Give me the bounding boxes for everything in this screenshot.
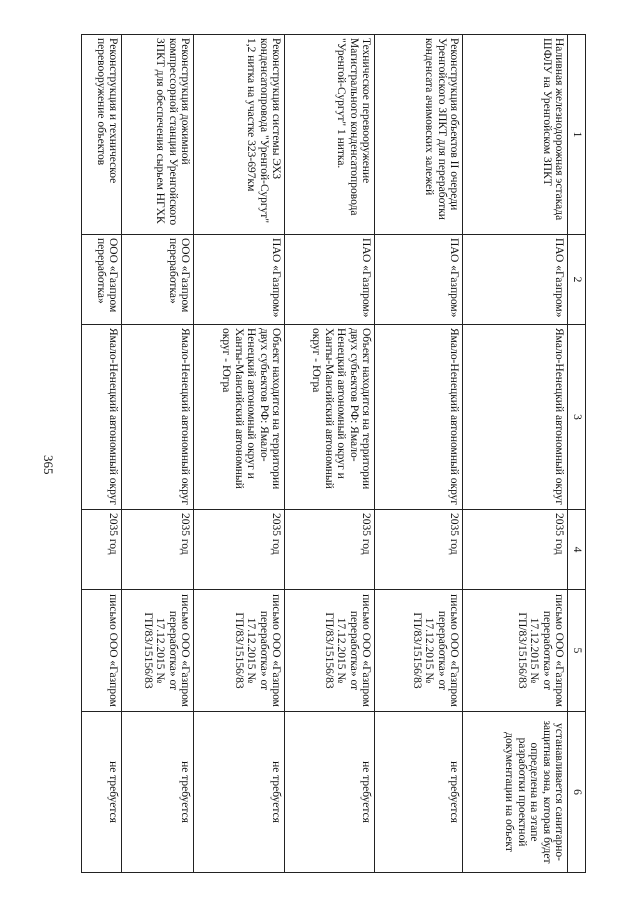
object-document: письмо ООО «Газпром переработка» от 17.12.2015 № ГП/83/15156/83 xyxy=(463,590,568,712)
object-document: письмо ООО «Газпром xyxy=(82,590,122,712)
object-name: Реконструкция дожимной компрессорной станции Уренгойского ЗПКТ для обеспечения сырьем НГХК xyxy=(122,35,194,235)
object-zone: не требуется xyxy=(82,712,122,873)
table-row xyxy=(285,35,375,873)
object-year: 2035 год xyxy=(82,510,122,590)
table-header-row xyxy=(568,35,586,873)
object-location: Объект находится на территории двух субъектов РФ: Ямало-Ненецкий автономный округ и Ханты-Мансийский автономный округ - Югра xyxy=(194,325,285,510)
header-col-3: 3 xyxy=(568,325,586,510)
object-name: Реконструкция и техническое перевооружение объектов xyxy=(82,35,122,235)
object-name: Наливная железнодорожная эстакада ШФЛУ на Уренгойском ЗПКТ xyxy=(463,35,568,235)
object-owner: ПАО «Газпром» xyxy=(463,235,568,325)
object-name: Реконструкция объектов II очереди Уренгойского ЗПКТ для переработки конденсата ачимовских залежей xyxy=(375,35,463,235)
object-location: Ямало-Ненецкий автономный округ xyxy=(463,325,568,510)
object-year: 2035 год xyxy=(375,510,463,590)
object-zone: не требуется xyxy=(285,712,375,873)
object-location: Ямало-Ненецкий автономный округ xyxy=(82,325,122,510)
header-col-4: 4 xyxy=(568,510,586,590)
object-location: Ямало-Ненецкий автономный округ xyxy=(375,325,463,510)
object-document: письмо ООО «Газпром переработка» от 17.12.2015 № ГП/83/15156/83 xyxy=(285,590,375,712)
object-name: Реконструкция системы ЭХЗ конденсатопровода "Уренгой-Сургут" 1,2 нитка на участке 323-697км xyxy=(194,35,285,235)
object-owner: ПАО «Газпром» xyxy=(194,235,285,325)
object-zone: не требуется xyxy=(375,712,463,873)
table-row xyxy=(122,35,194,873)
object-document: письмо ООО «Газпром переработка» от 17.12.2015 № ГП/83/15156/83 xyxy=(122,590,194,712)
object-name: Техническое перевооружение Магистрального конденсатопровода "Уренгой-Сургут" 1 нитка. xyxy=(285,35,375,235)
object-owner: ПАО «Газпром» xyxy=(375,235,463,325)
object-document: письмо ООО «Газпром переработка» от 17.12.2015 № ГП/83/15156/83 xyxy=(194,590,285,712)
header-col-5: 5 xyxy=(568,590,586,712)
object-location: Ямало-Ненецкий автономный округ xyxy=(122,325,194,510)
object-year: 2035 год xyxy=(463,510,568,590)
object-owner: ООО «Газпром переработка» xyxy=(82,235,122,325)
table-row xyxy=(463,35,568,873)
object-year: 2035 год xyxy=(285,510,375,590)
object-owner: ООО «Газпром переработка» xyxy=(122,235,194,325)
rotated-table-container xyxy=(86,34,586,872)
table-row xyxy=(82,35,122,873)
object-owner: ПАО «Газпром» xyxy=(285,235,375,325)
header-col-1: 1 xyxy=(568,35,586,235)
object-year: 2035 год xyxy=(194,510,285,590)
header-col-6: 6 xyxy=(568,712,586,873)
object-zone: не требуется xyxy=(122,712,194,873)
header-col-2: 2 xyxy=(568,235,586,325)
page-number-text: 365 xyxy=(41,455,56,475)
object-year: 2035 год xyxy=(122,510,194,590)
object-location: Объект находится на территории двух субъектов РФ: Ямало-Ненецкий автономный округ и Ханты-Мансийский автономный округ - Югра xyxy=(285,325,375,510)
table-row xyxy=(375,35,463,873)
object-zone: устанавливается санитарно-защитная зона, которая будет определена на этапе разработки проектной документации на объект xyxy=(463,712,568,873)
object-document: письмо ООО «Газпром переработка» от 17.12.2015 № ГП/83/15156/83 xyxy=(375,590,463,712)
objects-table xyxy=(82,34,587,873)
object-zone: не требуется xyxy=(194,712,285,873)
table-row xyxy=(194,35,285,873)
